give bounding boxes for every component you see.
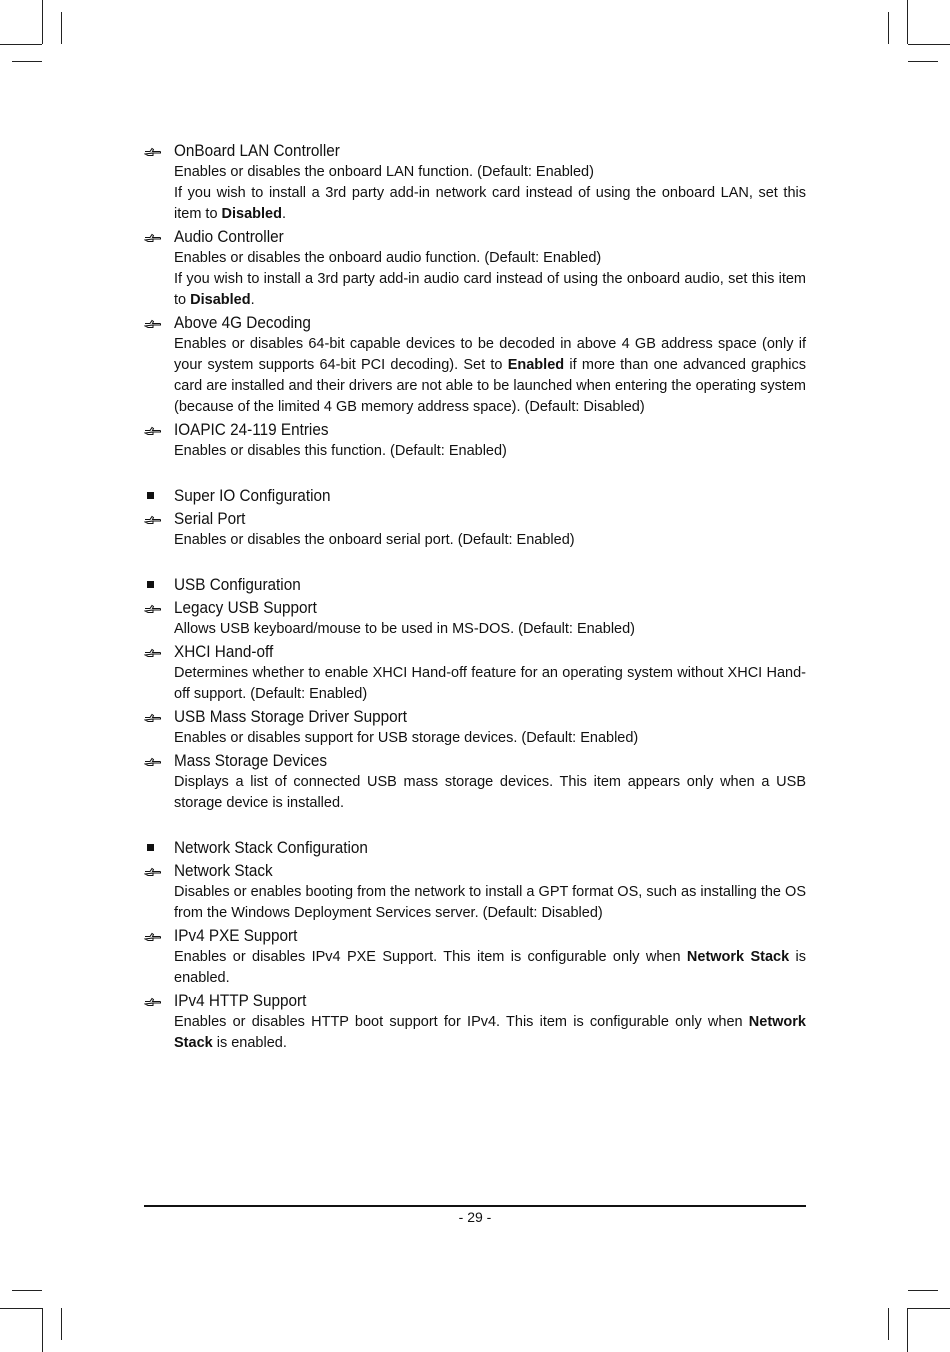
setting-title: IPv4 HTTP Support: [174, 991, 307, 1010]
setting-title: XHCI Hand-off: [174, 642, 274, 661]
section-header: [144, 574, 806, 596]
black-square-icon: [147, 581, 154, 588]
setting-item: [144, 925, 806, 989]
description-text: .: [250, 292, 255, 308]
crop-mark: [0, 1308, 42, 1309]
setting-description: [174, 441, 806, 462]
pointing-hand-icon: [144, 424, 162, 436]
description-text: Enables or disables HTTP boot support for IPv4. This item is configurable only when: [174, 1014, 749, 1030]
description-text: Determines whether to enable XHCI Hand-off feature for an operating system without XHCI Hand-off support. (Default: Enabled): [174, 665, 806, 702]
description-text: Displays a list of connected USB mass storage devices. This item appears only when a USB storage device is installed.: [174, 774, 806, 811]
crop-mark: [908, 44, 950, 45]
crop-mark: [61, 12, 62, 44]
section-header: [144, 485, 806, 507]
setting-item: [144, 140, 806, 225]
description-emphasis: Network Stack: [686, 949, 790, 965]
description-emphasis: Disabled: [221, 206, 282, 222]
setting-description: [174, 334, 806, 418]
setting-item: [144, 508, 806, 551]
setting-description: [174, 183, 806, 225]
pointing-hand-icon: [144, 231, 162, 243]
setting-item: [144, 706, 806, 749]
crop-mark: [907, 1308, 908, 1352]
crop-mark: [908, 1308, 950, 1309]
description-text: is enabled.: [212, 1035, 287, 1051]
section-title: Network Stack Configuration: [174, 838, 368, 857]
description-text: Enables or disables this function. (Default: Enabled): [174, 443, 507, 459]
setting-title: USB Mass Storage Driver Support: [174, 707, 408, 726]
description-text: Enables or disables the onboard serial port. (Default: Enabled): [174, 532, 575, 548]
section-title: Super IO Configuration: [174, 486, 331, 505]
setting-description: [174, 269, 806, 311]
setting-item: [144, 641, 806, 705]
section-header: [144, 837, 806, 859]
footer-rule: [144, 1205, 806, 1207]
setting-title: Audio Controller: [174, 227, 284, 246]
setting-item: [144, 750, 806, 814]
setting-item: [144, 419, 806, 462]
pointing-hand-icon: [144, 995, 162, 1007]
description-text: Disables or enables booting from the network to install a GPT format OS, such as installing the OS from the Windows Deployment Services server. (Default: Disabled): [174, 884, 806, 921]
black-square-icon: [147, 844, 154, 851]
section-gap: [144, 552, 806, 574]
setting-title: Network Stack: [174, 861, 273, 880]
setting-description: [174, 663, 806, 705]
setting-title: Serial Port: [174, 509, 246, 528]
setting-title: IOAPIC 24-119 Entries: [174, 420, 329, 439]
setting-description: [174, 162, 806, 183]
pointing-hand-icon: [144, 145, 162, 157]
setting-item: [144, 990, 806, 1054]
setting-title: Mass Storage Devices: [174, 751, 328, 770]
document-body: [144, 140, 806, 1055]
description-emphasis: Network Stack: [174, 1014, 806, 1051]
pointing-hand-icon: [144, 755, 162, 767]
crop-mark: [908, 61, 938, 62]
setting-description: [174, 728, 806, 749]
pointing-hand-icon: [144, 865, 162, 877]
section-gap: [144, 463, 806, 485]
setting-description: [174, 619, 806, 640]
crop-mark: [907, 0, 908, 44]
setting-item: [144, 312, 806, 418]
description-emphasis: Disabled: [190, 292, 251, 308]
setting-description: [174, 1012, 806, 1054]
description-text: Enables or disables support for USB storage devices. (Default: Enabled): [174, 730, 639, 746]
setting-description: [174, 882, 806, 924]
setting-description: [174, 772, 806, 814]
crop-mark: [12, 61, 42, 62]
crop-mark: [888, 12, 889, 44]
crop-mark: [42, 0, 43, 44]
pointing-hand-icon: [144, 513, 162, 525]
description-text: Allows USB keyboard/mouse to be used in MS-DOS. (Default: Enabled): [174, 621, 635, 637]
crop-mark: [61, 1308, 62, 1340]
description-text: .: [281, 206, 287, 222]
pointing-hand-icon: [144, 317, 162, 329]
pointing-hand-icon: [144, 646, 162, 658]
pointing-hand-icon: [144, 602, 162, 614]
description-text: Enables or disables the onboard audio function. (Default: Enabled): [174, 250, 602, 266]
crop-mark: [908, 1290, 938, 1291]
description-emphasis: Enabled: [507, 357, 565, 373]
section-title: USB Configuration: [174, 575, 301, 594]
setting-description: [174, 947, 806, 989]
description-text: if more than one advanced graphics card are installed and their drivers are not able to be launched when entering the operating system (because of the limited 4 GB memory address space). (Default: Disabled): [174, 357, 806, 415]
setting-title: Legacy USB Support: [174, 598, 317, 617]
crop-mark: [888, 1308, 889, 1340]
page-number: - 29 -: [458, 1209, 492, 1225]
description-text: Enables or disables IPv4 PXE Support. This item is configurable only when: [174, 949, 687, 965]
setting-description: [174, 530, 806, 551]
description-text: Enables or disables the onboard LAN function. (Default: Enabled): [174, 164, 594, 180]
black-square-icon: [147, 492, 154, 499]
description-text: If you wish to install a 3rd party add-in audio card instead of using the onboard audio, set this item to: [174, 271, 806, 308]
pointing-hand-icon: [144, 711, 162, 723]
description-text: is enabled.: [174, 949, 807, 986]
setting-item: [144, 597, 806, 640]
crop-mark: [0, 44, 42, 45]
setting-title: Above 4G Decoding: [174, 313, 311, 332]
description-text: If you wish to install a 3rd party add-in network card instead of using the onboard LAN, set this item to: [174, 185, 806, 222]
crop-mark: [42, 1308, 43, 1352]
setting-item: [144, 860, 806, 924]
description-text: Enables or disables 64-bit capable devices to be decoded in above 4 GB address space (only if your system supports 64-bit PCI decoding). Set to: [174, 336, 806, 373]
setting-item: [144, 226, 806, 311]
setting-description: [174, 248, 806, 269]
setting-title: IPv4 PXE Support: [174, 926, 298, 945]
pointing-hand-icon: [144, 930, 162, 942]
section-gap: [144, 815, 806, 837]
crop-mark: [12, 1290, 42, 1291]
setting-title: OnBoard LAN Controller: [174, 141, 340, 160]
